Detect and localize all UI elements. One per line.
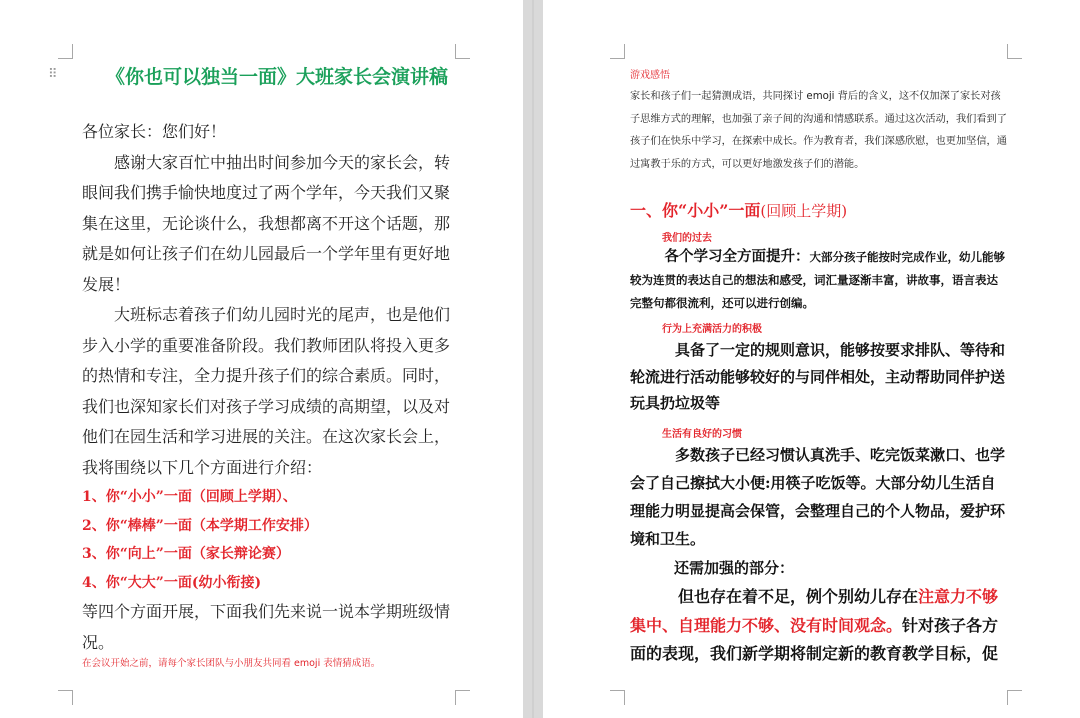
subheading-habits: 生活有良好的习惯 xyxy=(662,429,742,440)
agenda-item-3: 3、你“向上”一面（家长辩论赛） xyxy=(82,546,290,562)
crop-mark-top-right xyxy=(1007,44,1022,59)
crop-mark-bottom-left xyxy=(610,690,625,705)
needs-improvement-heading: 还需加强的部分： xyxy=(674,559,795,577)
section-heading xyxy=(630,198,847,221)
habits-paragraph: 多数孩子已经习惯认真洗手、吃完饭菜漱口、也学会了自己擦拭大小便:用筷子吃饭等。大部分幼儿生活自理能力明显提高会保管，会整理自己的个人物品，爱护环境和卫生。 xyxy=(630,446,1006,548)
shortcomings-pre: 但也存在着不足，例个别幼儿存在 xyxy=(678,587,919,606)
greeting: 各位家长：您们好！ xyxy=(82,122,227,141)
section-subtitle: (回顾上学期) xyxy=(760,202,848,220)
crop-mark-top-left xyxy=(610,44,625,59)
agenda-item-4: 4、你“大大”一面(幼小衔接) xyxy=(82,574,262,591)
meeting-note: 在会议开始之前，请每个家长团队与小朋友共同看 emoji 表情猜成语。 xyxy=(82,658,381,669)
closing-paragraph: 等四个方面开展，下面我们先来说一说本学期班级情况。 xyxy=(82,602,451,652)
behavior-paragraph: 具备了一定的规则意识，能够按要求排队、等待和轮流进行活动能够较好的与同伴相处，主动帮助同伴护送玩具扔垃圾等 xyxy=(630,341,1006,412)
crop-mark-top-left xyxy=(58,44,73,59)
left-body xyxy=(82,117,462,658)
crop-mark-bottom-left xyxy=(58,690,73,705)
shortcomings-highlight: 注意力不够集中、自理能力不够、没有时间观念。 xyxy=(630,587,999,635)
page-gutter xyxy=(523,0,543,718)
context-paragraph: 大班标志着孩子们幼儿园时光的尾声，也是他们步入小学的重要准备阶段。我们教师团队将投入更多的热情和专注，全力提升孩子们的综合素质。同时，我们也深知家长们对孩子学习成绩的高期望，以及对他们在园生活和学习进展的关注。在这次家长会上，我将围绕以下几个方面进行介绍： xyxy=(82,305,451,477)
drag-handle-icon[interactable]: ⠿ xyxy=(48,67,56,82)
shortcomings-post: 针对孩子各方面的表现，我们新学期将制定新的教育教学目标，促 xyxy=(630,615,999,663)
learning-paragraph xyxy=(630,245,1008,315)
crop-mark-bottom-right xyxy=(1007,690,1022,705)
learning-lead: 各个学习全方面提升： xyxy=(664,248,810,265)
agenda-item-2: 2、你“棒棒”一面（本学期工作安排） xyxy=(82,517,318,534)
intro-paragraph: 感谢大家百忙中抽出时间参加今天的家长会，转眼间我们携手愉快地度过了两个学年，今天我们又聚集在这里，无论谈什么，我想都离不开这个话题，那就是如何让孩子们在幼儿园最后一个学年里有更好地发展！ xyxy=(82,152,451,294)
crop-mark-top-right xyxy=(455,44,470,59)
subheading-behavior: 行为上充满活力的积极 xyxy=(662,324,762,335)
shortcomings-paragraph xyxy=(630,583,1008,669)
learning-text: 大部分孩子能按时完成作业，幼儿能够较为连贯的表达自己的想法和感受，词汇量逐渐丰富，讲故事，语言表达完整句都很流利，还可以进行创编。 xyxy=(630,250,1005,310)
document-page-left xyxy=(0,0,523,718)
game-insight-text: 家长和孩子们一起猜测成语，共同探讨 emoji 背后的含义，这不仅加深了家长对孩子思维方式的理解，也加强了亲子间的沟通和情感联系。通过这次活动，我们看到了孩子们在快乐中学习，在探索中成长。作为教育者，我们深感欣慰，也更加坚信，通过寓教于乐的方式，可以更好地激发孩子们的潜能。 xyxy=(630,91,1007,170)
document-title: 《你也可以独当一面》大班家长会演讲稿 xyxy=(105,66,448,88)
crop-mark-bottom-right xyxy=(455,690,470,705)
section-title: 一、你“小小”一面 xyxy=(630,201,761,220)
subheading-past: 我们的过去 xyxy=(662,233,712,244)
agenda-item-1: 1、你“小小”一面（回顾上学期）、 xyxy=(82,489,297,505)
game-insight-heading: 游戏感悟 xyxy=(630,70,670,81)
